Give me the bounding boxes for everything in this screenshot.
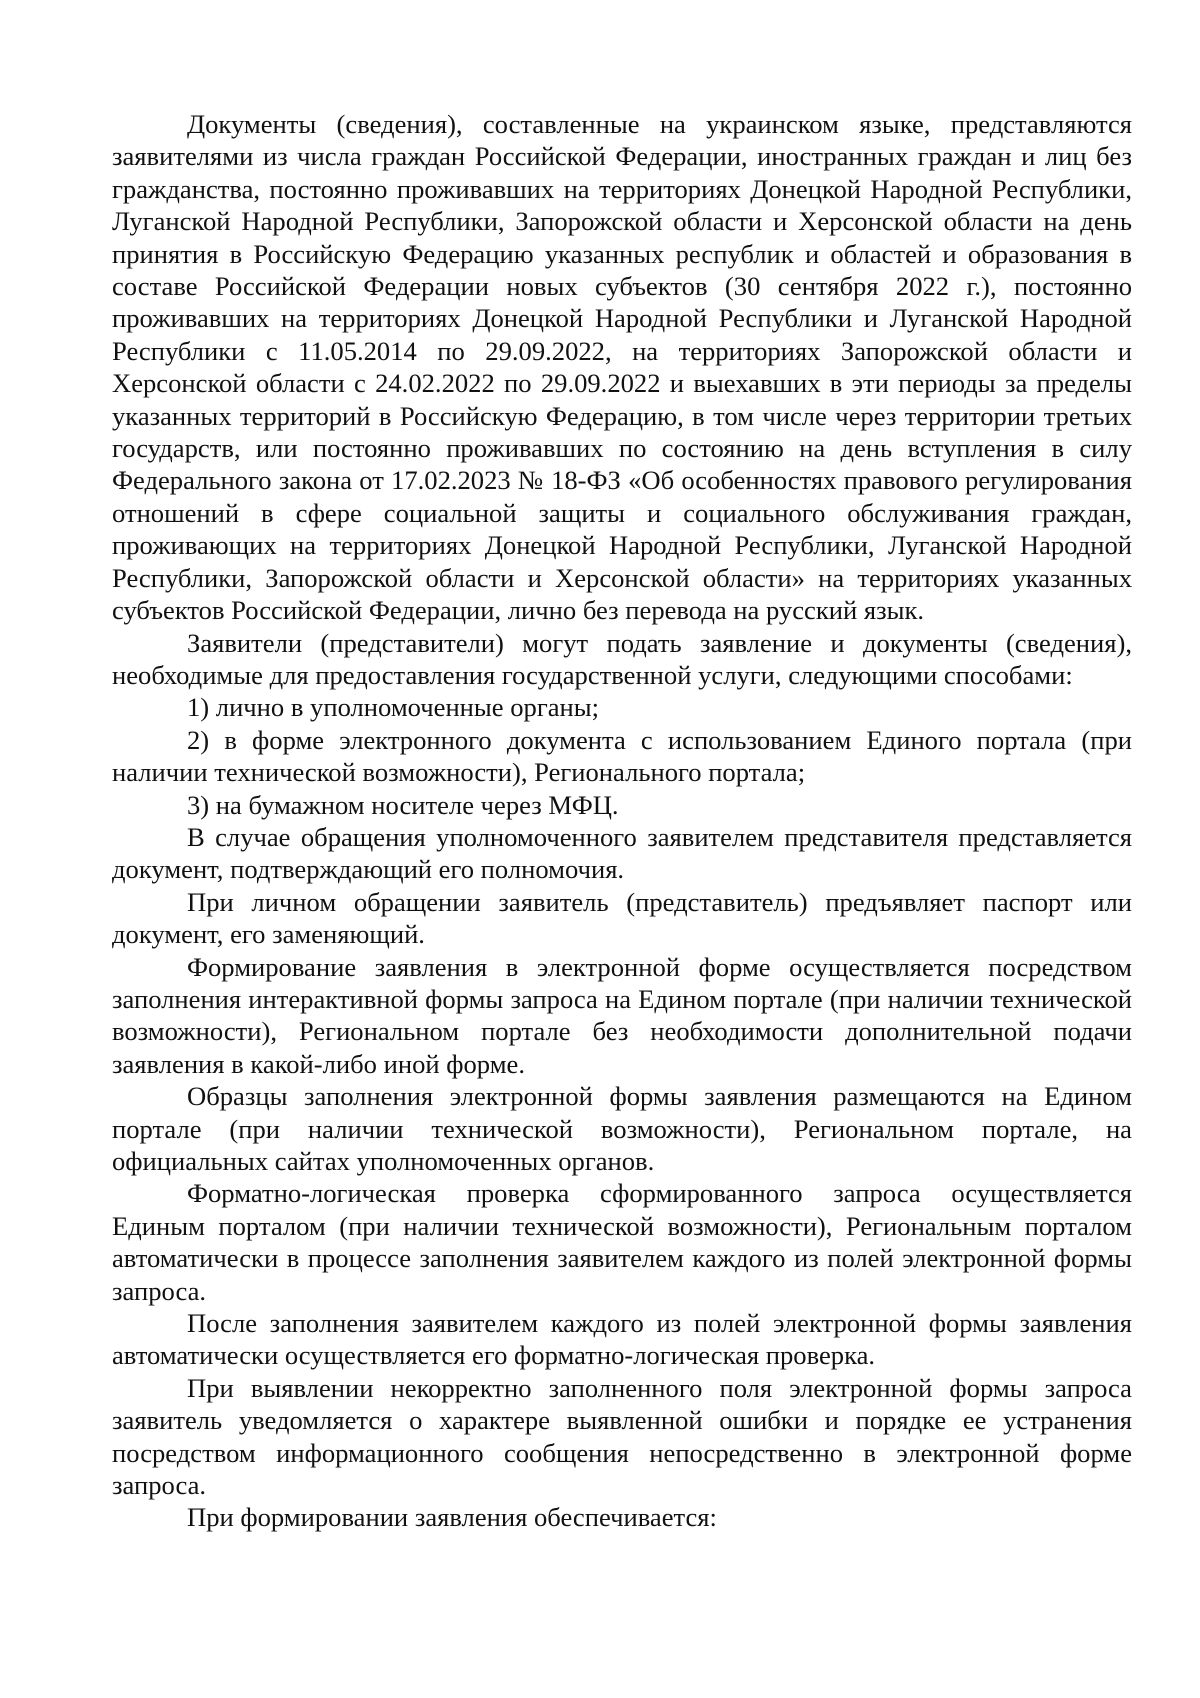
list-item-electronic: 2) в форме электронного документа с использованием Единого портала (при наличии технической возможности), Регионального портала;	[112, 724, 1132, 788]
paragraph-error-notice: При выявлении некорректно заполненного поля электронной формы запроса заявитель уведомляется о характере выявленной ошибки и порядке ее устранения посредством информационного сообщения непосредственно в электронной форме запроса.	[112, 1372, 1132, 1501]
list-item-in-person: 1) лично в уполномоченные органы;	[187, 692, 600, 723]
paragraph-form-samples: Образцы заполнения электронной формы заявления размещаются на Едином портале (при наличии технической возможности), Региональном портале, на официальных сайтах уполномоченных органов.	[112, 1081, 1132, 1176]
paragraph-passport: При личном обращении заявитель (представитель) предъявляет паспорт или документ, его заменяющий.	[112, 886, 1132, 950]
paragraph-representative: В случае обращения уполномоченного заявителем представителя представляется документ, подтверждающий его полномочия.	[112, 821, 1132, 885]
paragraph-format-check: Форматно-логическая проверка сформированного запроса осуществляется Единым порталом (при наличии технической возможности), Региональным порталом автоматически в процессе заполнения заявителем каждого из полей электронной формы запроса.	[112, 1178, 1132, 1306]
paragraph-ukrainian-documents: Документы (сведения), составленные на украинском языке, представляются заявителями из числа граждан Российской Федерации, иностранных граждан и лиц без гражданства, постоянно проживавших на территориях Донецкой Народной Республики, Луганской Народной Республики, Запорожской области и Херсонской области на день принятия в Российскую Федерацию указанных республик и областей и образования в составе Российской Федерации новых субъектов (30 сентября 2022 г.), постоянно проживавших на территориях Донецкой Народной Республики и Луганской Народной Республики с 11.05.2014 по 29.09.2022, на территориях Запорожской области и Херсонской области с 24.02.2022 по 29.09.2022 и выехавших в эти периоды за пределы указанных территорий в Российскую Федерацию, в том числе через территории третьих государств, или постоянно проживавших по состоянию на день вступления в силу Федерального закона от 17.02.2023 № 18-ФЗ «Об особенностях правового регулирования отношений в сфере социальной защиты и социального обслуживания граждан, проживающих на территориях Донецкой Народной Республики, Луганской Народной Республики, Запорожской области и Херсонской области» на территориях указанных субъектов Российской Федерации, лично без перевода на русский язык.	[112, 109, 1132, 626]
paragraph-submission-methods: Заявители (представители) могут подать заявление и документы (сведения), необходимые для предоставления государственной услуги, следующими способами:	[112, 627, 1132, 690]
paragraph-form-provides: При формировании заявления обеспечивается:	[187, 1502, 717, 1533]
paragraph-electronic-form: Формирование заявления в электронной форме осуществляется посредством заполнения интерактивной формы запроса на Едином портале (при наличии технической возможности), Региональном портале без необходимости дополнительной подачи заявления в какой-либо иной форме.	[112, 951, 1132, 1079]
paragraph-auto-check: После заполнения заявителем каждого из полей электронной формы заявления автоматически осуществляется его форматно-логическая проверка.	[112, 1308, 1132, 1371]
list-item-paper-mfc: 3) на бумажном носителе через МФЦ.	[187, 789, 619, 820]
